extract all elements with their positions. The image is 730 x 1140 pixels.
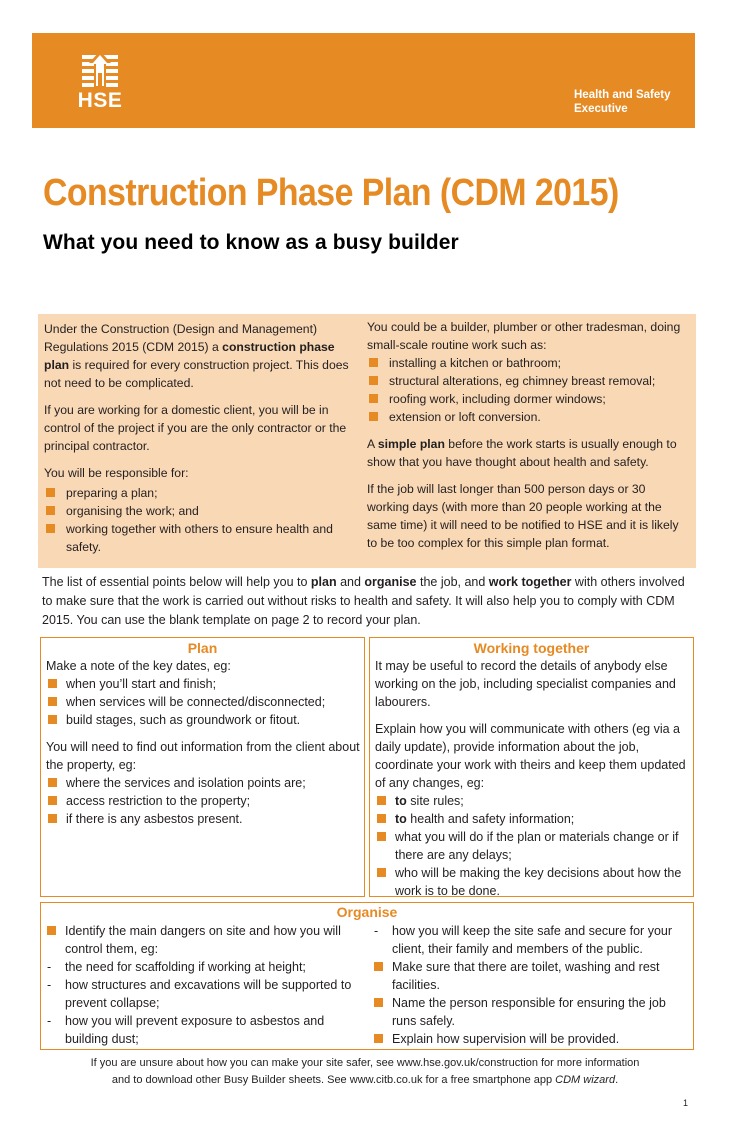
org-line-1: Health and Safety	[574, 89, 671, 101]
working-record-text: It may be useful to record the details of anybody else working on the job, including specialist companies and labourers.	[375, 659, 676, 709]
list-item: when you’ll start and finish;	[46, 675, 362, 693]
list-item: to health and safety information;	[375, 810, 691, 828]
working-communicate-text: Explain how you will communicate with others (eg via a daily update), provide information about the job, coordinate your work with theirs and keep them updated of any changes, eg:	[375, 722, 686, 790]
bullet-square-icon	[47, 926, 56, 935]
organise-right-column	[372, 922, 690, 1057]
org-line-2: Executive	[574, 103, 628, 115]
list-item: Explain how supervision will be provided.	[372, 1030, 690, 1048]
bullet-square-icon	[377, 868, 386, 877]
plan-property-list	[46, 774, 362, 828]
list-item: access restriction to the property;	[46, 792, 362, 810]
bullet-square-icon	[369, 358, 378, 367]
list-item: - how you will keep the site safe and secure for your client, their family and members of the public.	[374, 924, 673, 956]
plan-panel-title: Plan	[187, 640, 218, 656]
plan-key-dates-text: Make a note of the key dates, eg:	[46, 659, 231, 673]
intro-paragraph-responsible: You will be responsible for:	[44, 466, 189, 480]
list-item: structural alterations, eg chimney breast removal;	[367, 372, 689, 390]
working-together-title: Working together	[473, 640, 590, 656]
list-item: - how you will prevent exposure to asbestos and building dust;	[47, 1014, 325, 1046]
bullet-square-icon	[48, 697, 57, 706]
list-item: when services will be connected/disconnected;	[46, 693, 362, 711]
organise-left-list	[45, 922, 367, 1048]
bullet-square-icon	[46, 524, 55, 533]
page-subtitle: What you need to know as a busy builder	[43, 231, 459, 254]
intro-right-column	[367, 318, 689, 561]
plan-dates-list	[46, 675, 362, 729]
hse-house-icon	[70, 51, 130, 91]
footer-line-2: and to download other Busy Builder sheets. See www.citb.co.uk for a free smartphone app CDM wizard.	[111, 1074, 619, 1086]
responsibility-list	[44, 484, 362, 556]
working-together-content	[375, 657, 691, 909]
list-item: Make sure that there are toilet, washing and rest facilities.	[372, 958, 690, 994]
bullet-square-icon	[48, 715, 57, 724]
list-item: extension or loft conversion.	[367, 408, 689, 426]
bullet-square-icon	[48, 814, 57, 823]
bullet-square-icon	[369, 412, 378, 421]
bullet-square-icon	[48, 778, 57, 787]
organise-title: Organise	[336, 904, 398, 920]
page-title: Construction Phase Plan (CDM 2015)	[43, 172, 619, 214]
bullet-square-icon	[369, 394, 378, 403]
organisation-name	[574, 88, 692, 116]
bullet-dash-icon: -	[47, 978, 52, 992]
bullet-square-icon	[374, 962, 383, 971]
list-item: where the services and isolation points are;	[46, 774, 362, 792]
plan-panel	[40, 637, 365, 897]
plan-content	[46, 657, 362, 837]
bullet-dash-icon: -	[47, 960, 52, 974]
list-item: who will be making the key decisions about how the work is to be done.	[375, 864, 691, 900]
list-item: build stages, such as groundwork or fitout.	[46, 711, 362, 729]
organise-panel	[40, 902, 694, 1050]
plan-property-text: You will need to find out information from the client about the property, eg:	[46, 740, 360, 772]
working-list	[375, 792, 691, 900]
intro-paragraph-trades: You could be a builder, plumber or other tradesman, doing small-scale routine work such as:	[367, 320, 681, 352]
list-item: organising the work; and	[44, 502, 362, 520]
list-item: installing a kitchen or bathroom;	[367, 354, 689, 372]
bullet-square-icon	[48, 796, 57, 805]
intro-paragraph-domestic: If you are working for a domestic client, you will be in control of the project if you are the only contractor or the principal contractor.	[44, 403, 347, 453]
intro-left-column	[44, 320, 362, 565]
working-together-panel	[369, 637, 694, 897]
bullet-square-icon	[46, 506, 55, 515]
bullet-square-icon	[377, 796, 386, 805]
summary-paragraph: The list of essential points below will help you to plan and organise the job, and work together with others involved to make sure that the work is carried out without risks to health and safety. It will also help you to comply with CDM 2015. You can use the blank template on page 2 to record your plan.	[42, 575, 685, 627]
list-item: to site rules;	[375, 792, 691, 810]
organise-right-list	[372, 922, 690, 1048]
list-item: roofing work, including dormer windows;	[367, 390, 689, 408]
bullet-square-icon	[377, 814, 386, 823]
bullet-square-icon	[374, 998, 383, 1007]
bullet-square-icon	[377, 832, 386, 841]
footer-text	[40, 1055, 690, 1089]
bullet-square-icon	[48, 679, 57, 688]
list-item: Identify the main dangers on site and how you will control them, eg:	[45, 922, 367, 958]
intro-paragraph-notification: If the job will last longer than 500 person days or 30 working days (with more than 20 people working at the same time) it will need to be notified to HSE and it is likely to be too complex for this simple plan format.	[367, 482, 679, 550]
bullet-dash-icon: -	[374, 924, 379, 938]
bullet-square-icon	[369, 376, 378, 385]
list-item: preparing a plan;	[44, 484, 362, 502]
bullet-square-icon	[374, 1034, 383, 1043]
list-item: what you will do if the plan or materials change or if there are any delays;	[375, 828, 691, 864]
bullet-square-icon	[46, 488, 55, 497]
header-banner	[32, 33, 695, 128]
intro-paragraph-cdm: Under the Construction (Design and Management) Regulations 2015 (CDM 2015) a construction phase plan is required for every construction project. This does not need to be complicated.	[44, 322, 349, 390]
bullet-dash-icon: -	[47, 1014, 52, 1028]
footer-line-1: If you are unsure about how you can make your site safer, see www.hse.gov.uk/construction for more information	[90, 1057, 640, 1069]
list-item: - the need for scaffolding if working at height;	[47, 960, 306, 974]
logo-text: HSE	[77, 89, 123, 112]
hse-logo	[70, 51, 130, 113]
page-number: 1	[683, 1098, 689, 1108]
organise-left-column	[45, 922, 367, 1057]
work-examples-list	[367, 354, 689, 426]
intro-paragraph-simple-plan: A simple plan before the work starts is usually enough to show that you have thought about health and safety.	[367, 437, 677, 469]
list-item: - how structures and excavations will be supported to prevent collapse;	[47, 978, 352, 1010]
list-item: Name the person responsible for ensuring the job runs safely.	[372, 994, 690, 1030]
list-item: if there is any asbestos present.	[46, 810, 362, 828]
list-item: working together with others to ensure health and safety.	[44, 520, 362, 556]
